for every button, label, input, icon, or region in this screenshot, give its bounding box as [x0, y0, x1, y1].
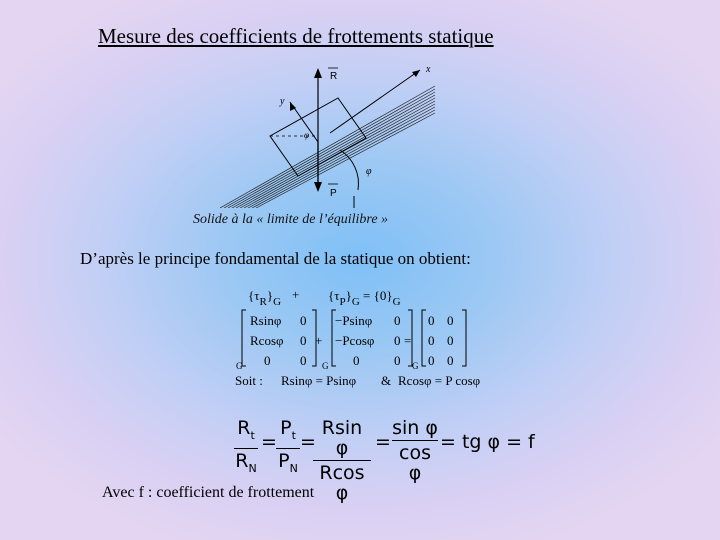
intro-text: D’après le principe fondamental de la statique on obtient:: [80, 249, 471, 268]
label-phi-top: φ: [304, 130, 309, 140]
page-title: Mesure des coefficients de frottements statique: [98, 24, 494, 48]
label-y: y: [280, 96, 285, 107]
soit-eq1: Rsinφ = Psinφ: [281, 373, 357, 388]
matrix2-col1: −Psinφ −Pcosφ 0: [335, 313, 375, 368]
soit-label: Soit :: [235, 373, 263, 388]
matrix3-col1: 0 0 0: [428, 313, 435, 368]
matrix1-col1: Rsinφ Rcosφ 0: [250, 313, 284, 368]
fraction-Rsin-Rcos: Rsin φ Rcos φ: [313, 418, 371, 503]
matrix-plus: +: [315, 333, 323, 348]
matrix3-col2: 0 0 0: [447, 313, 454, 368]
matrix1-G: G: [236, 361, 243, 371]
label-x: x: [426, 64, 431, 75]
matrix2-G: G: [322, 361, 329, 371]
label-P: P: [330, 188, 337, 199]
fraction-P: $P_t$ $P_N$: [276, 418, 300, 479]
label-phi-right: φ: [366, 166, 372, 177]
torsor-R: $\{\tau_R\}_G$: [248, 288, 282, 308]
diagram-caption: Solide à la « limite de l’équilibre »: [193, 212, 389, 227]
torsor-plus: +: [292, 287, 300, 302]
soit-eq2: Rcosφ = P cosφ: [398, 373, 481, 388]
soit-amp: &: [381, 373, 392, 388]
fraction-R: $R_t$ $R_N$: [235, 417, 257, 475]
fraction-sin-cos: sin φ cos φ: [392, 417, 438, 484]
matrix-equal: =: [404, 333, 412, 348]
inclined-plane-diagram: [220, 58, 460, 208]
avec-text: Avec f : coefficient de frottement: [102, 484, 315, 501]
x-axis: [330, 70, 420, 133]
torsor-P: $\{\tau_P\}_G = \{0\}_G$: [328, 288, 401, 308]
matrix1-col2: 0 0 0: [300, 313, 307, 368]
matrix3-G: G: [412, 361, 419, 371]
label-R: R: [330, 71, 338, 82]
matrix2-col2: 0 0 0: [394, 313, 401, 368]
